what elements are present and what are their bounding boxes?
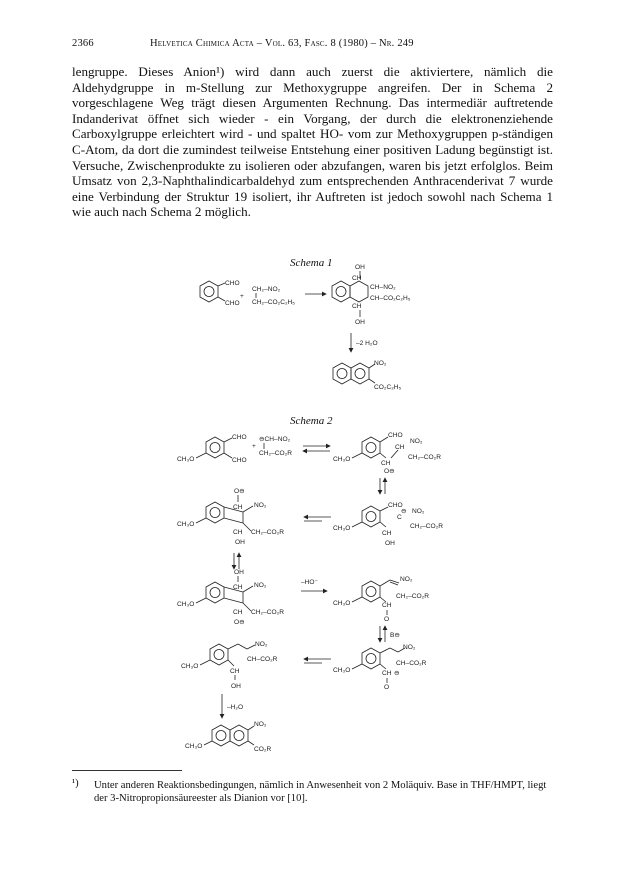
s1-minus-water: –2 H₂O — [356, 340, 378, 347]
s2-dihydro-alcohol — [181, 641, 278, 690]
s2-i1-ch3o: CH₃O — [177, 521, 195, 528]
s2-n1-ch: CH — [382, 602, 392, 609]
s2-i2-ominus: O⊖ — [234, 619, 245, 626]
s2-i1-ch-bot: CH — [233, 529, 243, 536]
s2-c1-minus: ⊖ — [401, 508, 407, 515]
s2-anion-no2: ⊖CH–NO₂ — [259, 436, 291, 443]
s2-i1-oh: OH — [235, 539, 245, 546]
s2-p-ch3o: CH₃O — [185, 743, 203, 750]
page-number: 2366 — [72, 38, 94, 49]
s2-c1-ch3o: CH₃O — [333, 525, 351, 532]
s2-p-no2: NO₂ — [254, 721, 267, 728]
s2-r1-ch3o: CH₃O — [177, 456, 195, 463]
s2-d2-ch: CH — [382, 670, 392, 677]
s1-intermediate-diol — [332, 264, 411, 326]
s2-a1-ch-2: CH — [395, 444, 405, 451]
s2-i2-no2: NO₂ — [254, 582, 267, 589]
s2-i1-no2: NO₂ — [254, 502, 267, 509]
footnote — [72, 779, 556, 805]
s2-a1-ch: CH — [381, 460, 391, 467]
s2-indan-anion — [177, 488, 284, 546]
s2-r1-cho-1: CHO — [232, 434, 247, 441]
s2-carbanion — [333, 502, 443, 547]
s2-product-methoxy-nitronaphthoate — [185, 721, 271, 753]
footnote-text: Unter anderen Reaktionsbedingungen, nämlich in Anwesenheit von 2 Moläquiv. Base in THF/HMPT, liegt der 3-Nitropropionsäureester als Dianion vor [10]. — [94, 780, 547, 804]
s1-oh-top: OH — [355, 264, 365, 271]
s2-a1-ominus: O⊖ — [384, 468, 395, 475]
s1-product-no2: NO₂ — [374, 360, 387, 367]
s2-reactant-methoxy-phthalaldehyde — [177, 434, 247, 464]
s2-adduct-1 — [333, 432, 441, 475]
s2-dihydro-aldehyde — [333, 644, 427, 691]
s1-ch2co2-label: CH₂–CO₂C₂H₅ — [252, 299, 295, 306]
s2-d2-minus: ⊖ — [394, 670, 400, 677]
schema-1-title: Schema 1 — [290, 257, 333, 269]
s1-chno2-label: CH–NO₂ — [370, 284, 396, 291]
s2-n1-no2: NO₂ — [400, 576, 413, 583]
schema-2-title: Schema 2 — [290, 415, 333, 427]
footnote-marker: ¹) — [72, 778, 79, 789]
s2-i2-ch-top: CH — [233, 584, 243, 591]
s2-c1-ch: CH — [382, 530, 392, 537]
s2-d1-chco2r: CH–CO₂R — [247, 656, 278, 663]
s2-d1-ch3o: CH₃O — [181, 663, 199, 670]
s2-i2-ch3o: CH₃O — [177, 601, 195, 608]
s2-c1-no2: NO₂ — [412, 508, 425, 515]
s1-plus-sign: + — [240, 293, 244, 300]
s2-plus-sign: + — [252, 443, 256, 450]
s2-d1-oh: OH — [231, 683, 241, 690]
s2-ch2co2r: CH₂–CO₂R — [259, 450, 292, 457]
s1-oh-bottom: OH — [355, 319, 365, 326]
s2-a1-cho: CHO — [388, 432, 403, 439]
s2-n1-ch3o: CH₃O — [333, 600, 351, 607]
s2-d1-no2: NO₂ — [255, 641, 268, 648]
s2-c1-ch2co2r: CH₂–CO₂R — [410, 523, 443, 530]
s1-ch-top: CH — [352, 275, 362, 282]
s2-d2-ch3o: CH₃O — [333, 667, 351, 674]
s2-p-co2r: CO₂R — [254, 746, 272, 753]
s2-i1-ominus: O⊖ — [234, 488, 245, 495]
s1-ch-bottom: CH — [352, 303, 362, 310]
s2-d2-no2: NO₂ — [403, 644, 416, 651]
s2-i1-ch2co2r: CH₂–CO₂R — [251, 529, 284, 536]
s2-n1-ch2co2r: CH₂–CO₂R — [396, 593, 429, 600]
s2-r1-cho-2: CHO — [232, 457, 247, 464]
s2-nitroalkene — [333, 576, 429, 623]
s2-i2-oh: OH — [234, 569, 244, 576]
s2-a1-ch2co2r: CH₂–CO₂R — [408, 454, 441, 461]
s1-product-co2et: CO₂C₂H₅ — [374, 384, 402, 391]
s1-chco2-label: CH–CO₂C₂H₅ — [370, 295, 411, 302]
s1-ch2no2-label: CH₂–NO₂ — [252, 286, 281, 293]
s1-cho-label-1: CHO — [225, 280, 240, 287]
s1-reactant-phthalaldehyde — [200, 280, 240, 307]
s2-i2-ch-bot: CH — [233, 609, 243, 616]
s2-n1-o: O — [384, 616, 390, 623]
s2-indan-alcoholate — [177, 569, 284, 626]
s2-c1-cho: CHO — [388, 502, 403, 509]
footnote-rule — [72, 770, 182, 771]
s1-product-nitronaphthoate — [333, 360, 402, 391]
s2-d2-chco2r: CH–CO₂R — [396, 660, 427, 667]
running-title: Helvetica Chimica Acta – Vol. 63, Fasc. 8 (1980) – Nr. 249 — [150, 38, 414, 49]
s2-minus-water: –H₂O — [227, 704, 244, 711]
s2-d1-ch: CH — [230, 668, 240, 675]
s2-d2-o: O — [384, 684, 390, 691]
s2-base-label: B⊖ — [390, 632, 400, 639]
s2-a1-no2: NO₂ — [410, 438, 423, 445]
s2-minus-ho: –HO⁻ — [301, 579, 319, 586]
s2-c1-oh: OH — [385, 540, 395, 547]
paragraph-text: lengruppe. Dieses Anion¹) wird dann auch zuerst die aktiviertere, nämlich die Aldehydgruppe in m-Stellung zur Methoxygruppe angreifen. Der in Schema 2 vorgeschlagene Weg trägt diesen Argumenten Rechnung. Das intermediär auftretende Indanderivat öffnet sich wieder - ein Vorgang, der durch die elektronenziehende Carboxylgruppe erleichtert wird - und spaltet HO- vom zur Methoxygruppen p-ständigen C-Atom, da dort die zumindest teilweise Entstehung einer positiven Ladung begünstigt ist. Versuche, Zwischenprodukte zu isolieren oder abzufangen, waren bis jetzt erfolglos. Beim Umsatz von 2,3-Naphthalindicarbaldehyd zum entsprechenden Anthracenderivat 7 wurde eine Verbindung der Struktur 19 isoliert, ihr Auftreten ist jedoch sowohl nach Schema 1 wie auch nach Schema 2 möglich. — [72, 64, 553, 220]
s2-a1-ch3o: CH₃O — [333, 456, 351, 463]
s2-c1-carbon: C — [397, 514, 402, 521]
s2-i1-ch-top: CH — [233, 504, 243, 511]
s2-i2-ch2co2r: CH₂–CO₂R — [251, 609, 284, 616]
s1-cho-label-2: CHO — [225, 300, 240, 307]
